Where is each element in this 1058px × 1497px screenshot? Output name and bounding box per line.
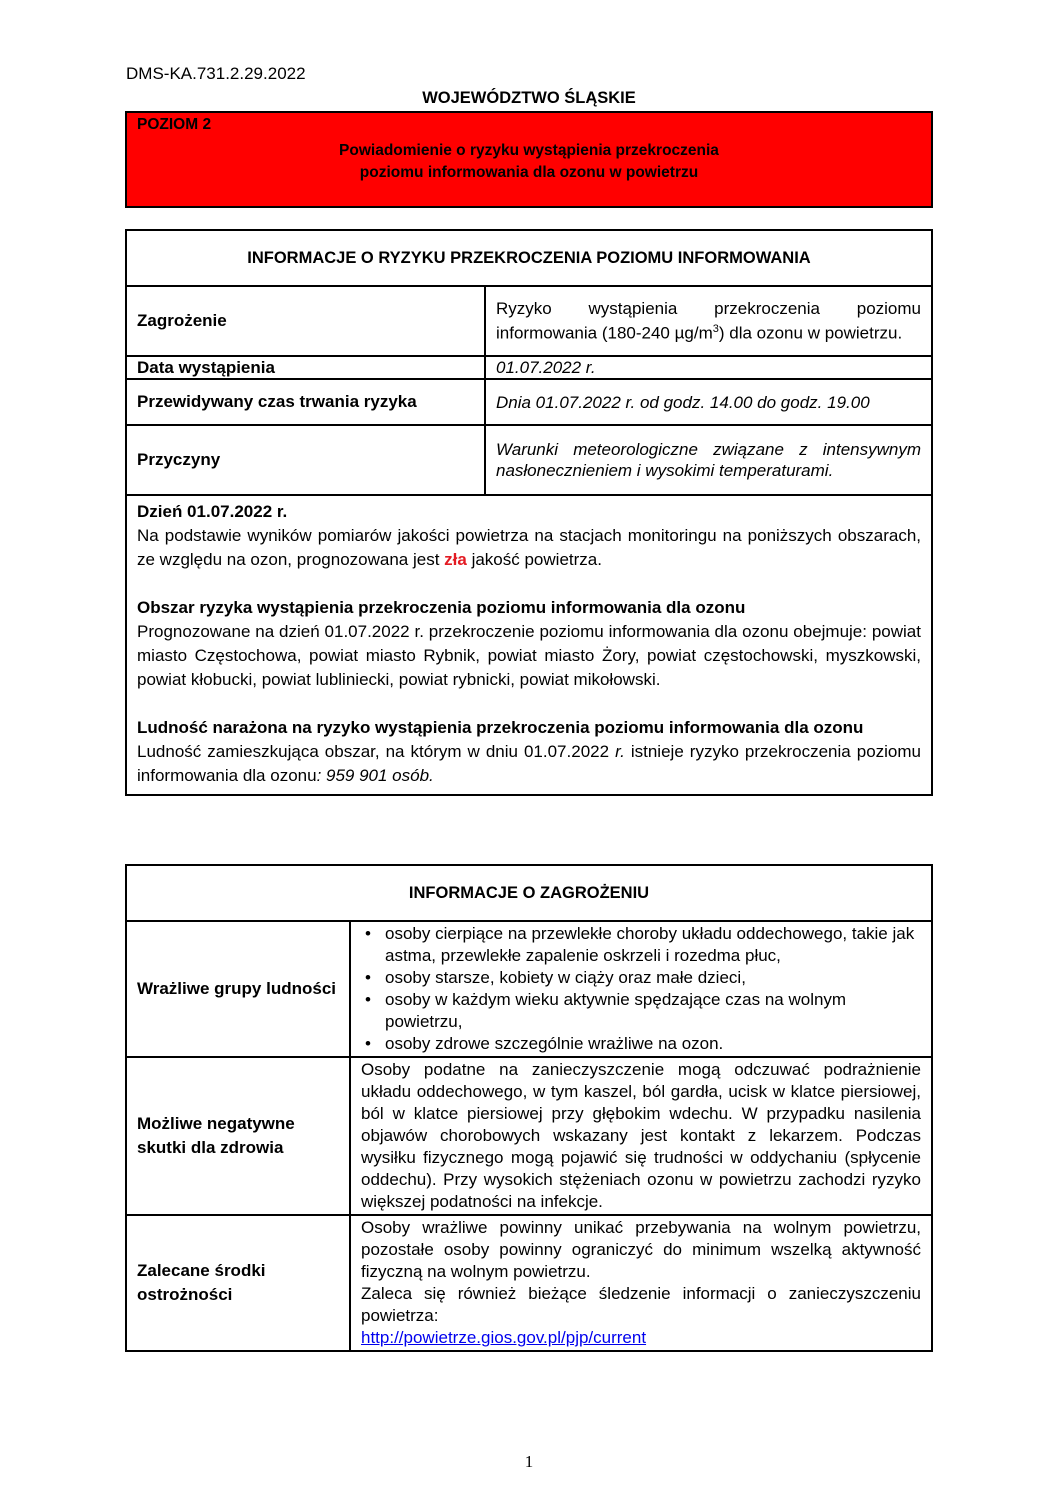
table-row	[126, 356, 932, 379]
threat-value: Ryzyko wystąpienia przekroczenia poziomu informowania (180-240 $\mu g/m^3$) dla ozonu w powietrzu.	[485, 286, 932, 356]
duration-label: Przewidywany czas trwania ryzyka	[126, 379, 485, 425]
area-text: Prognozowane na dzień 01.07.2022 r. przekroczenie poziomu informowania dla ozonu obejmuje: powiat miasto Częstochowa, powiat miasto Rybnik, powiat miasto Żory, powiat częstochowski, myszkowski, powiat kłobucki, powiat lubliniecki, powiat rybnicki, powiat mikołowski.	[137, 622, 921, 689]
table-row	[126, 425, 932, 495]
duration-value: Dnia 01.07.2022 r. od godz. 14.00 do godz. 19.00	[485, 379, 932, 425]
list-item: • osoby w każdym wieku aktywnie spędzające czas na wolnym powietrzu,	[385, 989, 921, 1033]
table-row	[126, 286, 932, 356]
day-heading: Dzień 01.07.2022 r.	[137, 502, 288, 521]
table-row	[126, 1057, 932, 1215]
hazard-info-table	[125, 864, 933, 1352]
alert-message-line1: Powiadomienie o ryzyku wystąpienia przekroczenia	[339, 142, 719, 159]
page-number: 1	[524, 1452, 534, 1471]
table-row	[126, 921, 932, 1057]
table-row	[126, 1215, 932, 1351]
population-text: Ludność zamieszkująca obszar, na którym w dniu 01.07.2022 r. istnieje ryzyko przekroczenia poziomu informowania dla ozonu: 959 901 osób.	[137, 742, 922, 785]
air-quality-link[interactable]: http://powietrze.gios.gov.pl/pjp/current	[361, 1328, 647, 1347]
sensitive-groups-label: Wrażliwe grupy ludności	[126, 921, 350, 1057]
population-count: : 959 901 osób.	[316, 766, 434, 785]
list-item: • osoby cierpiące na przewlekłe choroby układu oddechowego, takie jak astma, przewlekłe zapalenie oskrzeli i rozedma płuc,	[385, 923, 921, 967]
table-row	[126, 379, 932, 425]
risk-info-table	[125, 229, 933, 796]
risk-table-title: INFORMACJE O RYZYKU PRZEKROCZENIA POZIOMU INFORMOWANIA	[126, 230, 932, 286]
hazard-table-title: INFORMACJE O ZAGROŻENIU	[126, 865, 932, 921]
causes-label: Przyczyny	[126, 425, 485, 495]
alert-banner	[125, 111, 933, 208]
health-effects-text: Osoby podatne na zanieczyszczenie mogą odczuwać podrażnienie układu oddechowego, w tym kaszel, ból gardła, ucisk w klatce piersiowej, ból w klatce piersiowej przy głębokim wdechu. W przypadku nasilenia objawów chorobowych wskazany jest kontakt z lekarzem. Podczas wysiłku fizycznego mogą pojawić się trudności w oddychaniu (spłycenie oddechu). Przy wysokich stężeniach ozonu w powietrzu zachodzi ryzyko większej podatności na infekcje.	[350, 1057, 932, 1215]
precautions-text: Osoby wrażliwe powinny unikać przebywania na wolnym powietrzu, pozostałe osoby powinny ograniczyć do minimum wszelką aktywność fizyczną na wolnym powietrzu. Zaleca się również bieżące śledzenie informacji o zanieczyszczeniu powietrza: http://powietrze.gios.gov.pl/pjp/current	[350, 1215, 932, 1351]
day-text: Na podstawie wyników pomiarów jakości powietrza na stacjach monitoringu na poniższych obszarach, ze względu na ozon, prognozowana jest zła jakość powietrza.	[137, 526, 921, 569]
alert-message	[127, 140, 931, 184]
alert-message-line2: poziomu informowania dla ozonu w powietrzu	[359, 164, 699, 181]
date-value: 01.07.2022 r.	[485, 356, 932, 379]
sensitive-groups-list	[350, 921, 932, 1057]
precautions-label: Zalecane środki ostrożności	[126, 1215, 350, 1351]
threat-label: Zagrożenie	[126, 286, 485, 356]
list-item: • osoby starsze, kobiety w ciąży oraz małe dzieci,	[385, 967, 921, 989]
list-item: • osoby zdrowe szczególnie wrażliwe na ozon.	[385, 1033, 921, 1055]
date-label: Data wystąpienia	[126, 356, 485, 379]
voivodeship-title: WOJEWÓDZTWO ŚLĄSKIE	[422, 89, 636, 107]
health-effects-label: Możliwe negatywne skutki dla zdrowia	[126, 1057, 350, 1215]
forecast-details	[126, 495, 932, 795]
population-heading: Ludność narażona na ryzyko wystąpienia przekroczenia poziomu informowania dla ozonu	[137, 718, 864, 737]
alert-level: POZIOM 2	[137, 116, 212, 133]
causes-value: Warunki meteorologiczne związane z intensywnym nasłonecznieniem i wysokimi temperaturami.	[485, 425, 932, 495]
quality-highlight: zła	[444, 550, 467, 569]
document-reference: DMS-KA.731.2.29.2022	[126, 64, 306, 83]
area-heading: Obszar ryzyka wystąpienia przekroczenia poziomu informowania dla ozonu	[137, 598, 746, 617]
